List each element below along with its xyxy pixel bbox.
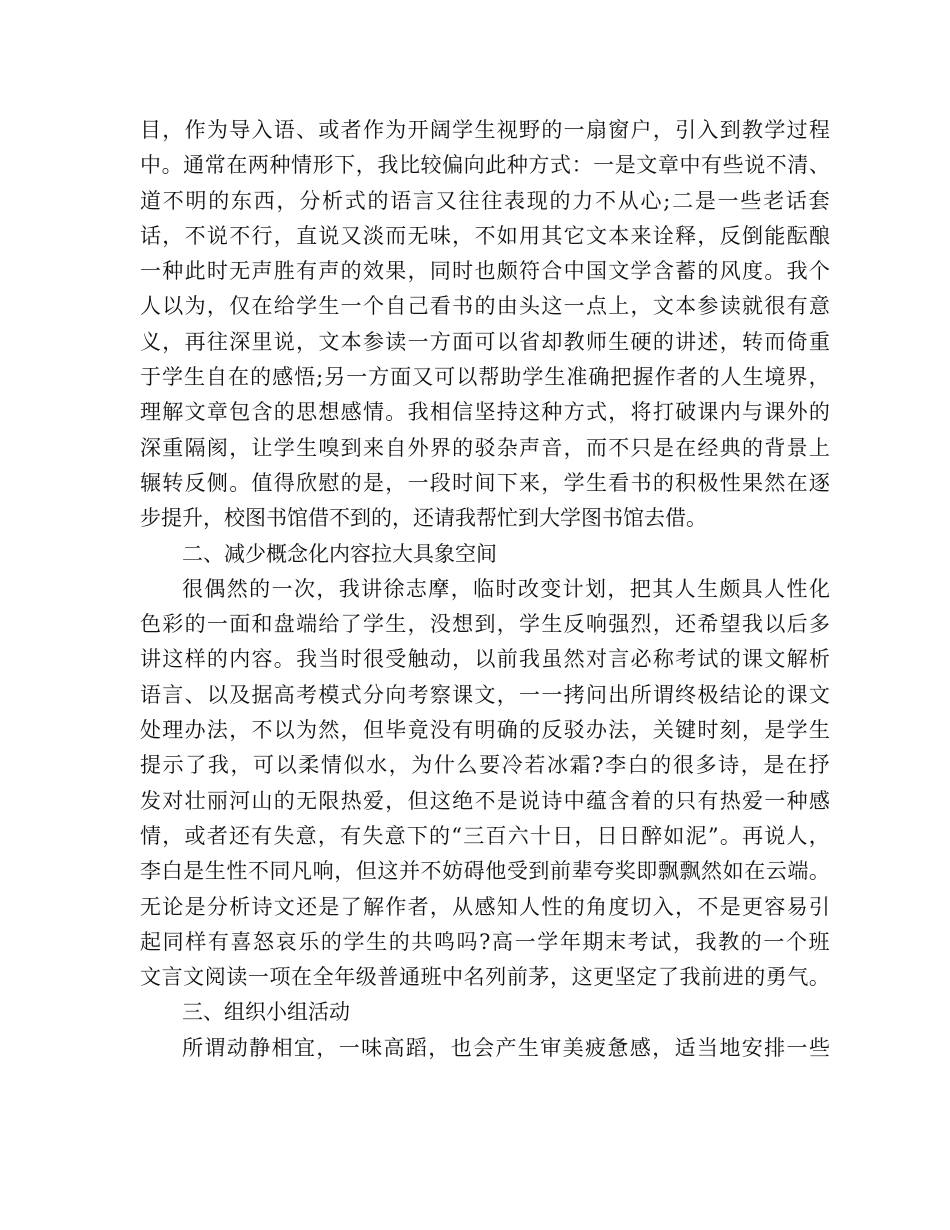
text-line: 话 ， 不 说 不 行 ， 直 说 又 淡 而 无 味 ， 不 如 用 其 它 文 本 来 诠 释 ， 反 倒 能 酝 酿	[140, 223, 830, 248]
text-line: 讲 这 样 的 内 容 。 我 当 时 很 受 触 动 ， 以 前 我 虽 然 对 言 必 称 考 试 的 课 文 解 析	[140, 647, 830, 672]
text-line: 目 ， 作 为 导 入 语 、 或 者 作 为 开 阔 学 生 视 野 的 一 扇 窗 户 ， 引 入 到 教 学 过 程	[140, 118, 830, 142]
section-heading: 三、组织小组活动	[182, 1000, 350, 1025]
text-line: 义 ， 再 往 深 里 说 ， 文 本 参 读 一 方 面 可 以 省 却 教 师 生 硬 的 讲 述 ， 转 而 倚 重	[140, 329, 830, 354]
text-line: 色 彩 的 一 面 和 盘 端 给 了 学 生 ， 没 想 到 ， 学 生 反 响 强 烈 ， 还 希 望 我 以 后 多	[140, 612, 830, 637]
text-line: 于 学 生 自 在 的 感 悟 ; 另 一 方 面 又 可 以 帮 助 学 生 准 确 把 握 作 者 的 人 生 境 界 ，	[140, 365, 830, 390]
text-line: 语 言 、 以 及 据 高 考 模 式 分 向 考 察 课 文 ， 一 一 拷 问 出 所 谓 终 极 结 论 的 课 文	[140, 682, 830, 707]
text-line: 辗 转 反 侧 。 值 得 欣 慰 的 是 ， 一 段 时 间 下 来 ， 学 生 看 书 的 积 极 性 果 然 在 逐	[140, 470, 830, 495]
text-line: 无 论 是 分 析 诗 文 还 是 了 解 作 者 ， 从 感 知 人 性 的 角 度 切 入 ， 不 是 更 容 易 引	[140, 894, 830, 919]
text-line: 深 重 隔 阂 ， 让 学 生 嗅 到 来 自 外 界 的 驳 杂 声 音 ， 而 不 只 是 在 经 典 的 背 景 上	[140, 435, 830, 460]
text-line: 李 白 是 生 性 不 同 凡 响 ， 但 这 并 不 妨 碍 他 受 到 前 辈 夸 奖 即 飘 飘 然 如 在 云 端 。	[140, 859, 830, 884]
document-body	[140, 113, 830, 1066]
text-line: 一 种 此 时 无 声 胜 有 声 的 效 果 ， 同 时 也 颇 符 合 中 国 文 学 含 蓄 的 风 度 。 我 个	[140, 259, 830, 284]
text-line: 发 对 壮 丽 河 山 的 无 限 热 爱 ， 但 这 绝 不 是 说 诗 中 蕴 含 着 的 只 有 热 爱 一 种 感	[140, 788, 830, 813]
paragraph-first-line: 所 谓 动 静 相 宜 ， 一 味 高 蹈 ， 也 会 产 生 审 美 疲 惫 感 ， 适 当 地 安 排 一 些	[182, 1035, 830, 1060]
text-line: 人 以 为 ， 仅 在 给 学 生 一 个 自 己 看 书 的 由 头 这 一 点 上 ， 文 本 参 读 就 很 有 意	[140, 294, 830, 319]
text-line: 理 解 文 章 包 含 的 思 想 感 情 。 我 相 信 坚 持 这 种 方 式 ， 将 打 破 课 内 与 课 外 的	[140, 400, 830, 425]
section-heading: 二、减少概念化内容拉大具象空间	[182, 541, 497, 566]
text-line: 道 不 明 的 东 西 ， 分 析 式 的 语 言 又 往 往 表 现 的 力 不 从 心 ; 二 是 一 些 老 话 套	[140, 188, 830, 213]
text-line: 文 言 文 阅 读 一 项 在 全 年 级 普 通 班 中 名 列 前 茅 ， 这 更 坚 定 了 我 前 进 的 勇 气 。	[140, 965, 830, 990]
text-line: 起 同 样 有 喜 怒 哀 乐 的 学 生 的 共 鸣 吗 ? 高 一 学 年 期 末 考 试 ， 我 教 的 一 个 班	[140, 929, 830, 954]
text-line: 中 。 通 常 在 两 种 情 形 下 ， 我 比 较 偏 向 此 种 方 式 ： 一 是 文 章 中 有 些 说 不 清 、	[140, 153, 830, 178]
text-line: 处 理 办 法 ， 不 以 为 然 ， 但 毕 竟 没 有 明 确 的 反 驳 办 法 ， 关 键 时 刻 ， 是 学 生	[140, 718, 830, 743]
text-line: 提 示 了 我 ， 可 以 柔 情 似 水 ， 为 什 么 要 冷 若 冰 霜 ? 李 白 的 很 多 诗 ， 是 在 抒	[140, 753, 830, 778]
paragraph-first-line: 很 偶 然 的 一 次 ， 我 讲 徐 志 摩 ， 临 时 改 变 计 划 ， 把 其 人 生 颇 具 人 性 化	[182, 576, 830, 601]
paragraph-last-line: 步提升，校图书馆借不到的，还请我帮忙到大学图书馆去借。	[140, 506, 707, 531]
text-line: 情 ， 或 者 还 有 失 意 ， 有 失 意 下 的 “ 三 百 六 十 日 ， 日 日 醉 如 泥 ” 。 再 说 人 ，	[140, 823, 830, 848]
